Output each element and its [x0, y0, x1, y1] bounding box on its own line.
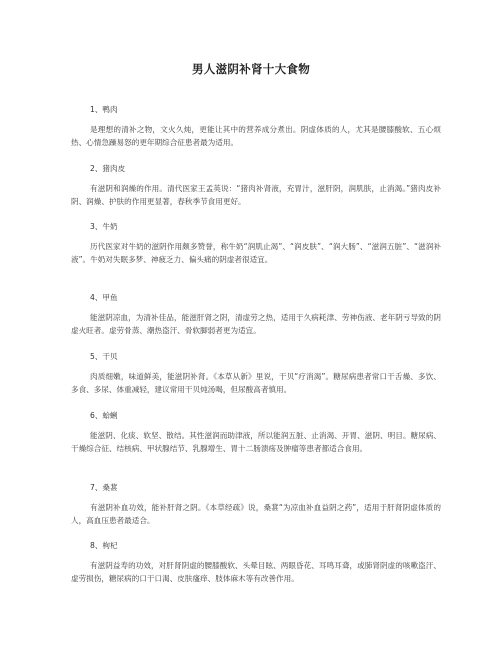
section-mulberry: [71, 482, 441, 527]
section-milk: [71, 221, 441, 266]
section-heading: 4、甲鱼: [90, 293, 118, 302]
section-scallop: [71, 351, 441, 396]
section-body: 肉质细嫩，味道鲜美，能滋阴补肾。《本草从新》里说，干贝“疗消渴”。糖尿病患者常口干舌燥、多饮、多食、多尿、体重减轻，建议常用干贝炖汤喝，但尿酸高者慎用。: [71, 372, 441, 394]
section-body: 历代医家对牛奶的滋阴作用颇多赞誉，称牛奶“润肌止渴”、“润皮肤”、“润大肠”、“滋润五脏”、“滋润补液”。牛奶对失眠多梦、神疲乏力、偏头痛的阴虚者很适宜。: [71, 242, 441, 264]
section-body: 能滋阴凉血，为清补佳品，能滋肝肾之阴，清虚劳之热，适用于久病耗津、劳神伤液、老年阴亏导致的阴虚火旺者。虚劳骨蒸、潮热盗汗、骨软脚弱者更为适宜。: [71, 313, 441, 335]
section-body: 有滋阴和润燥的作用。清代医家王孟英说：“猪肉补肾液，充胃汁，滋肝阴，润肌肤，止消渴。”猪肉皮补阴、润燥、护肤的作用更显著，春秋季节食用更好。: [71, 184, 441, 206]
section-clam: [71, 410, 441, 455]
section-body: 有滋阴益寿的功效，对肝肾阴虚的腰膝酸软、头晕目眩、两眼昏花、耳鸣耳聋，或肺肾阴虚的咳嗽盗汗、虚劳损伤，糖尿病的口干口渴、皮肤瘙痒、肢体麻木等有改善作用。: [71, 561, 441, 583]
section-duck: [71, 104, 441, 149]
section-heading: 5、干贝: [90, 352, 118, 361]
section-body: 有滋阴补血功效，能补肝肾之阴。《本草经疏》说，桑葚“为凉血补血益阴之药”，适用于肝肾阴虚体质的人，高血压患者最适合。: [71, 503, 441, 525]
section-pork-skin: [71, 163, 441, 208]
section-heading: 1、鸭肉: [90, 105, 118, 114]
section-heading: 2、猪肉皮: [90, 164, 126, 173]
section-soft-shell-turtle: [71, 292, 441, 337]
section-goji: [71, 540, 441, 585]
section-body: 能滋阴、化痰、软坚、散结。其性滋润而助津液，所以能润五脏、止消渴、开胃、滋阴、明目。糖尿病、干燥综合征、结核病、甲状腺结节、乳腺增生、胃十二肠溃疡及肿瘤等患者都适合食用。: [71, 431, 441, 453]
section-heading: 8、枸杞: [90, 541, 118, 550]
section-heading: 7、桑葚: [90, 483, 118, 492]
section-body: 是理想的清补之物，文火久炖，更能让其中的营养成分煮出。阴虚体质的人，尤其是腰膝酸软、五心烦热、心情急躁易怒的更年期综合征患者最为适用。: [71, 125, 441, 147]
page-title: 男人滋阴补肾十大食物: [192, 62, 310, 76]
section-heading: 3、牛奶: [90, 222, 118, 231]
section-heading: 6、蛤蜊: [90, 411, 118, 420]
